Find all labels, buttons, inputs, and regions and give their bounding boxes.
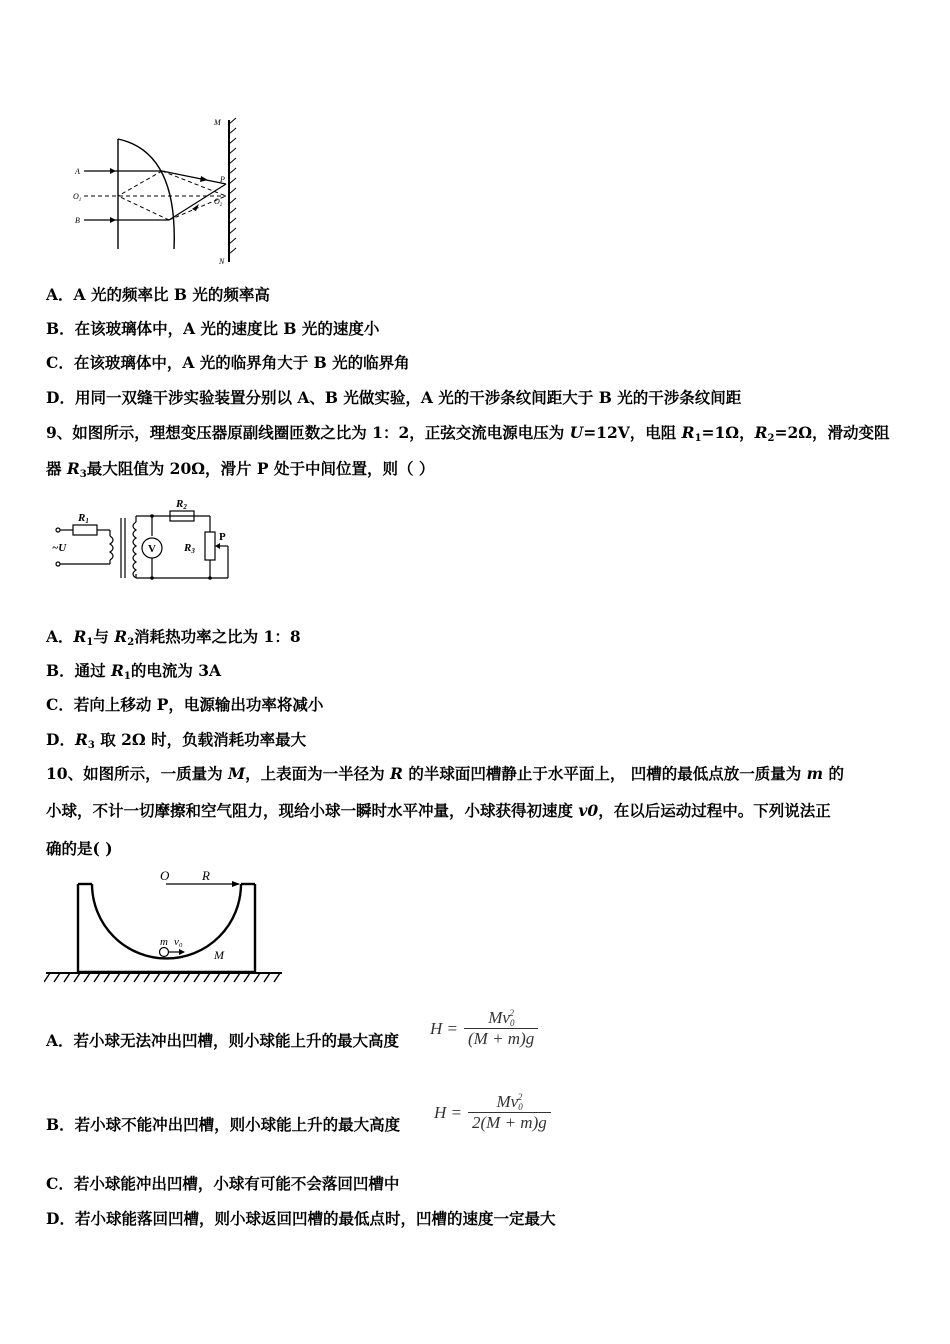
q10-stem-line1: 10、如图所示，一质量为 M，上表面为一半径为 R 的半球面凹槽静止于水平面上， 凹槽的最低点放一质量为 m 的 (46, 764, 844, 783)
optics-figure (66, 112, 256, 272)
q8-option-d: D．用同一双缝干涉实验装置分别以 A、B 光做实验，A 光的干涉条纹间距大于 B 光的干涉条纹间距 (46, 388, 742, 407)
voltmeter-label: V (148, 543, 156, 555)
fig-source-label: ~U (52, 542, 67, 554)
fig-o-label: O (160, 868, 170, 883)
label-B: B (75, 216, 80, 225)
label-O1: O (73, 192, 79, 201)
fig-v0-label: v₀ (174, 936, 183, 948)
q10-option-a-formula: H = $\frac{Mv_0^2}{(M + m)g}$ (430, 1008, 538, 1049)
label-N: N (219, 257, 225, 266)
q9-stem-line2: 器 $R_3$最大阻值为 20Ω，滑片 P 处于中间位置，则（ ） (46, 459, 435, 480)
transformer-circuit-figure (48, 494, 238, 586)
q10-option-c: C．若小球能冲出凹槽，小球有可能不会落回凹槽中 (46, 1174, 400, 1193)
q10-option-d: D．若小球能落回凹槽，则小球返回凹槽的最低点时，凹槽的速度一定最大 (46, 1209, 556, 1228)
q8-option-b: B．在该玻璃体中，A 光的速度比 B 光的速度小 (46, 319, 380, 338)
groove-figure (44, 866, 286, 988)
q9-stem-line1: 9、如图所示，理想变压器原副线圈匝数之比为 1：2，正弦交流电源电压为 U=12V，电阻 $R_1=1\Omega$，$R_2=2\Omega$，滑动变阻 (46, 423, 890, 444)
svg-text:R3: R3 (184, 542, 195, 555)
svg-text:R2: R2 (176, 498, 187, 511)
label-P: P (220, 175, 225, 184)
q10-option-a: A．若小球无法冲出凹槽，则小球能上升的最大高度 (46, 1031, 400, 1050)
q10-stem-line2: 小球，不计一切摩擦和空气阻力，现给小球一瞬时水平冲量，小球获得初速度 v0，在以后运动过程中。下列说法正 (46, 801, 831, 820)
fig-r-label: R (202, 868, 210, 883)
q9-option-c: C．若向上移动 P，电源输出功率将减小 (46, 695, 324, 714)
fig-bigm-label: M (214, 948, 224, 962)
label-O1-sub: 1 (78, 198, 82, 203)
label-A: A (75, 167, 80, 176)
q9-option-d: D．$R_3$ 取 2Ω 时，负载消耗功率最大 (46, 730, 307, 751)
q10-option-b-formula: H = $\frac{Mv_0^2}{2(M + m)g}$ (434, 1092, 551, 1133)
q8-option-a: A．A 光的频率比 B 光的频率高 (46, 285, 270, 304)
fig-r2-label: R (176, 498, 184, 510)
label-M: M (214, 118, 221, 127)
svg-text:O2 (214, 197, 223, 208)
q9-option-b: B．通过 $R_1$的电流为 3A (46, 661, 222, 682)
q8-option-c: C．在该玻璃体中，A 光的临界角大于 B 光的临界角 (46, 353, 410, 372)
fig-m-label: m (160, 936, 168, 948)
q9-option-a: A．$R_1$与 $R_2$消耗热功率之比为 1：8 (46, 627, 301, 648)
q10-option-b: B．若小球不能冲出凹槽，则小球能上升的最大高度 (46, 1115, 401, 1134)
q10-stem-line3: 确的是( ) (46, 839, 113, 858)
svg-text:O1 (73, 192, 81, 203)
label-O2-sub: 2 (219, 203, 223, 208)
label-O2: O (214, 197, 220, 206)
fig-slider-label: P (219, 531, 226, 543)
fig-r3-label: R (184, 542, 192, 554)
fig-r1-label: R (78, 512, 86, 524)
svg-text:R1: R1 (78, 512, 89, 525)
